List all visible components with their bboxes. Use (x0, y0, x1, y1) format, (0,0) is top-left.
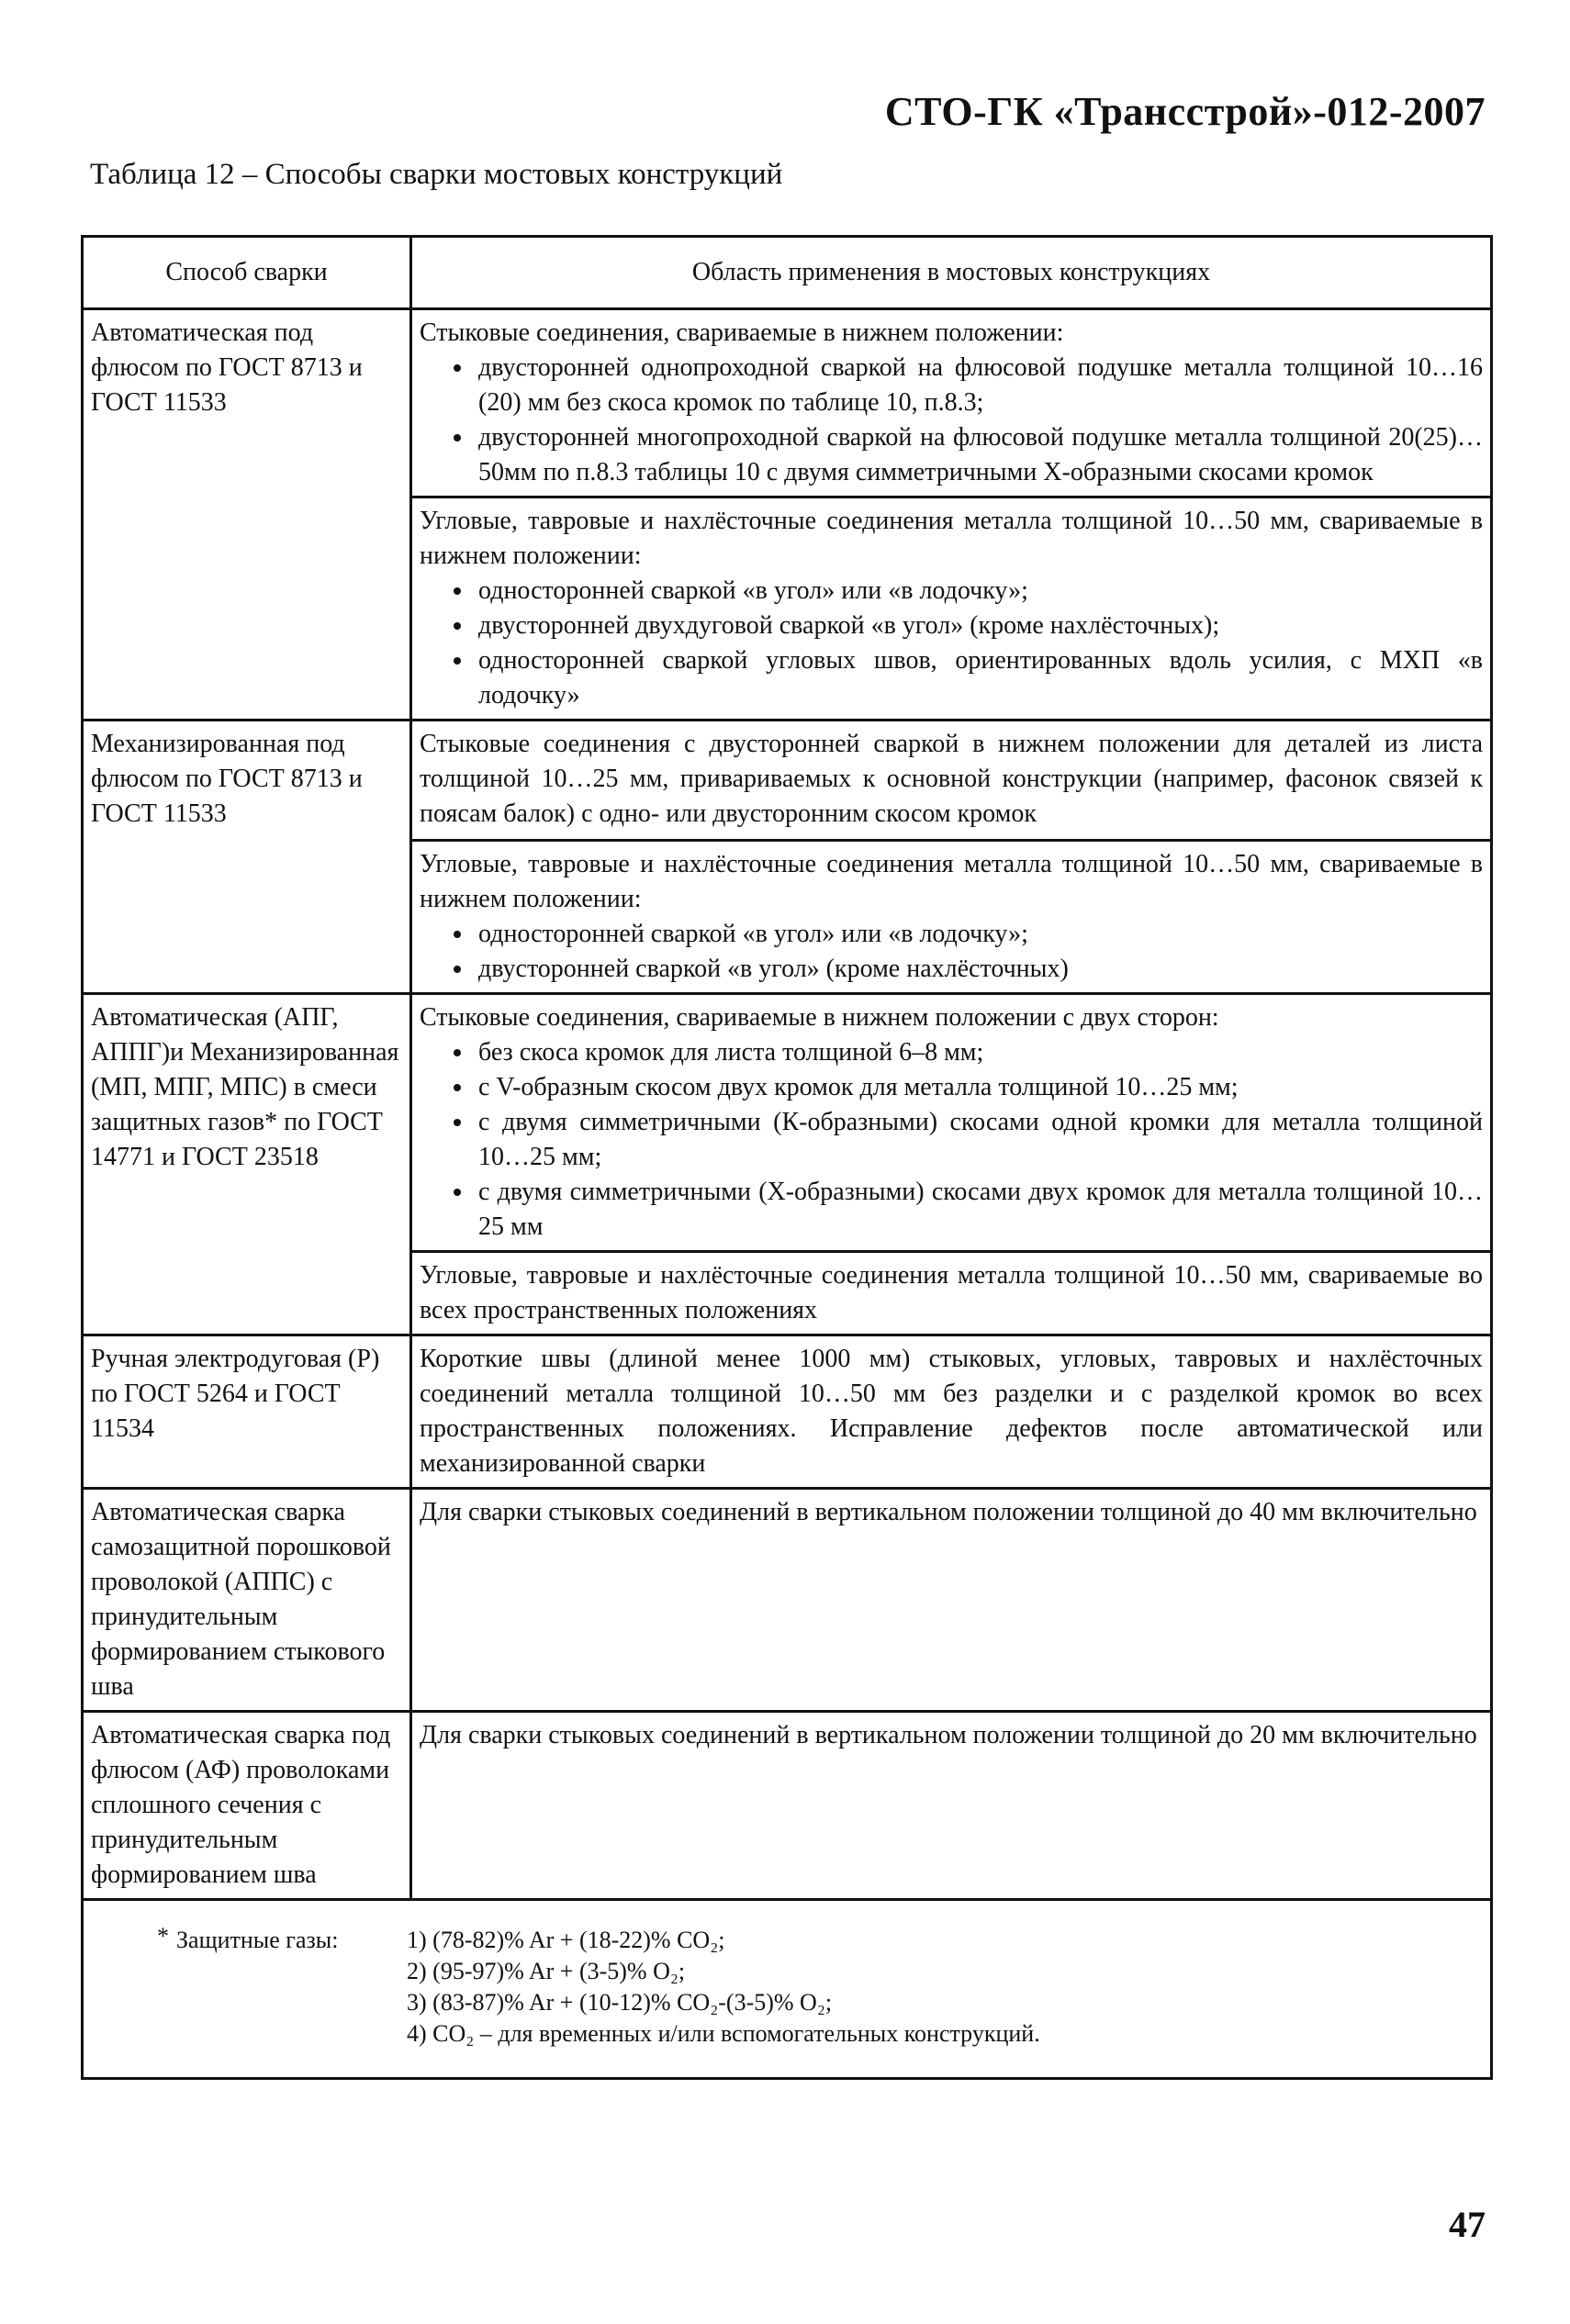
bullet-item: • двусторонней однопроходной сваркой на флюсовой подушке металла толщиной 10…16 (20) мм без скоса кромок по таблице 10, п.8.3; (475, 351, 1483, 420)
application-intro: Стыковые соединения, свариваемые в нижнем положении: (420, 318, 1064, 347)
footnote-items (407, 1925, 1481, 2050)
table-row (83, 1712, 1492, 1900)
application-bullets (420, 917, 1483, 987)
method-cell: Механизированная под флюсом по ГОСТ 8713 и ГОСТ 11533 (83, 721, 411, 994)
bullet-item: • односторонней сваркой «в угол» или «в лодочку»; (475, 574, 1483, 609)
page-number: 47 (1449, 2204, 1486, 2245)
bullet-item: • без скоса кромок для листа толщиной 6–8 мм; (475, 1035, 1483, 1070)
application-cell (411, 1712, 1492, 1900)
bullet-item: • двусторонней многопроходной сваркой на флюсовой подушке металла толщиной 20(25)…50мм по п.8.3 таблицы 10 с двумя симметричными Х-образными скосами кромок (475, 420, 1483, 490)
footnote-item: 4) CO₂ – для временных и/или вспомогательных конструкций. (407, 2020, 1040, 2047)
application-cell (411, 994, 1492, 1252)
footnote-item: 1) (78-82)% Ar + (18-22)% CO₂; (407, 1927, 725, 1953)
table-body (83, 309, 1492, 1900)
table-caption: Таблица 12 – Способы сварки мостовых конструкций (90, 158, 783, 191)
application-cell (411, 309, 1492, 497)
application-bullets (420, 1035, 1483, 1245)
table-row (83, 1489, 1492, 1712)
application-intro: Угловые, тавровые и нахлёсточные соединения металла толщиной 10…50 мм, свариваемые во всех пространственных положениях (420, 1261, 1483, 1324)
footnote-item: 3) (83-87)% Ar + (10-12)% CO₂-(3-5)% O₂; (407, 1989, 833, 2016)
application-cell (411, 1335, 1492, 1489)
footnote-star: * (157, 1923, 169, 1950)
application-intro: Стыковые соединения, свариваемые в нижнем положении с двух сторон: (420, 1003, 1219, 1032)
footnote-label-text: Защитные газы: (176, 1927, 339, 1953)
application-intro: Угловые, тавровые и нахлёсточные соединения металла толщиной 10…50 мм, свариваемые в нижнем положении: (420, 850, 1483, 913)
bullet-item: • с двумя симметричными (Х-образными) скосами двух кромок для металла толщиной 10…25 мм (475, 1175, 1483, 1245)
application-cell (411, 1489, 1492, 1712)
footnote-cell (83, 1900, 1492, 2079)
application-intro: Угловые, тавровые и нахлёсточные соединения металла толщиной 10…50 мм, свариваемые в нижнем положении: (420, 507, 1483, 570)
table-header-row (83, 237, 1492, 309)
table-row (83, 309, 1492, 497)
footnote-item: 2) (95-97)% Ar + (3-5)% O₂; (407, 1958, 686, 1984)
footnote-row (83, 1900, 1492, 2079)
bullet-item: • с V-образным скосом двух кромок для металла толщиной 10…25 мм; (475, 1070, 1483, 1105)
application-bullets (420, 351, 1483, 490)
application-intro: Стыковые соединения с двусторонней сваркой в нижнем положении для деталей из листа толщиной 10…25 мм, привариваемых к основной конструкции (например, фасонок связей к поясам балок) с одно- или двусторонним скосом кромок (420, 730, 1483, 828)
application-intro: Короткие швы (длиной менее 1000 мм) стыковых, угловых, тавровых и нахлёсточных соединений металла толщиной 10…50 мм без разделки и с разделкой кромок во всех пространственных положениях. Исправление дефектов после автоматической или механизированной сварки (420, 1345, 1483, 1478)
bullet-item: • односторонней сваркой «в угол» или «в лодочку»; (475, 917, 1483, 952)
application-cell (411, 721, 1492, 841)
welding-methods-table (81, 235, 1493, 2080)
footnote-label (157, 1925, 407, 2050)
method-cell: Автоматическая сварка самозащитной порошковой проволокой (АППС) с принудительным формированием стыкового шва (83, 1489, 411, 1712)
application-cell (411, 497, 1492, 721)
bullet-item: • двусторонней двухдуговой сваркой «в угол» (кроме нахлёсточных); (475, 609, 1483, 643)
column-header-method: Способ сварки (83, 237, 411, 309)
bullet-item: • односторонней сваркой угловых швов, ориентированных вдоль усилия, с МХП «в лодочку» (475, 643, 1483, 713)
table-row (83, 994, 1492, 1252)
column-header-application: Область применения в мостовых конструкциях (411, 237, 1492, 309)
application-intro: Для сварки стыковых соединений в вертикальном положении толщиной до 20 мм включительно (420, 1721, 1477, 1749)
table-row (83, 721, 1492, 841)
document-code: СТО-ГК «Трансстрой»-012-2007 (884, 89, 1486, 134)
application-intro: Для сварки стыковых соединений в вертикальном положении толщиной до 40 мм включительно (420, 1498, 1477, 1526)
method-cell: Автоматическая под флюсом по ГОСТ 8713 и ГОСТ 11533 (83, 309, 411, 721)
bullet-item: • двусторонней сваркой «в угол» (кроме нахлёсточных) (475, 952, 1483, 987)
method-cell: Автоматическая (АПГ, АППГ)и Механизированная (МП, МПГ, МПС) в смеси защитных газов* по ГОСТ 14771 и ГОСТ 23518 (83, 994, 411, 1335)
bullet-item: • с двумя симметричными (К-образными) скосами одной кромки для металла толщиной 10…25 мм; (475, 1105, 1483, 1175)
method-cell: Ручная электродуговая (Р) по ГОСТ 5264 и ГОСТ 11534 (83, 1335, 411, 1489)
table-row (83, 1335, 1492, 1489)
method-cell: Автоматическая сварка под флюсом (АФ) проволоками сплошного сечения с принудительным формированием шва (83, 1712, 411, 1900)
application-cell (411, 1252, 1492, 1335)
application-bullets (420, 574, 1483, 713)
application-cell (411, 841, 1492, 994)
